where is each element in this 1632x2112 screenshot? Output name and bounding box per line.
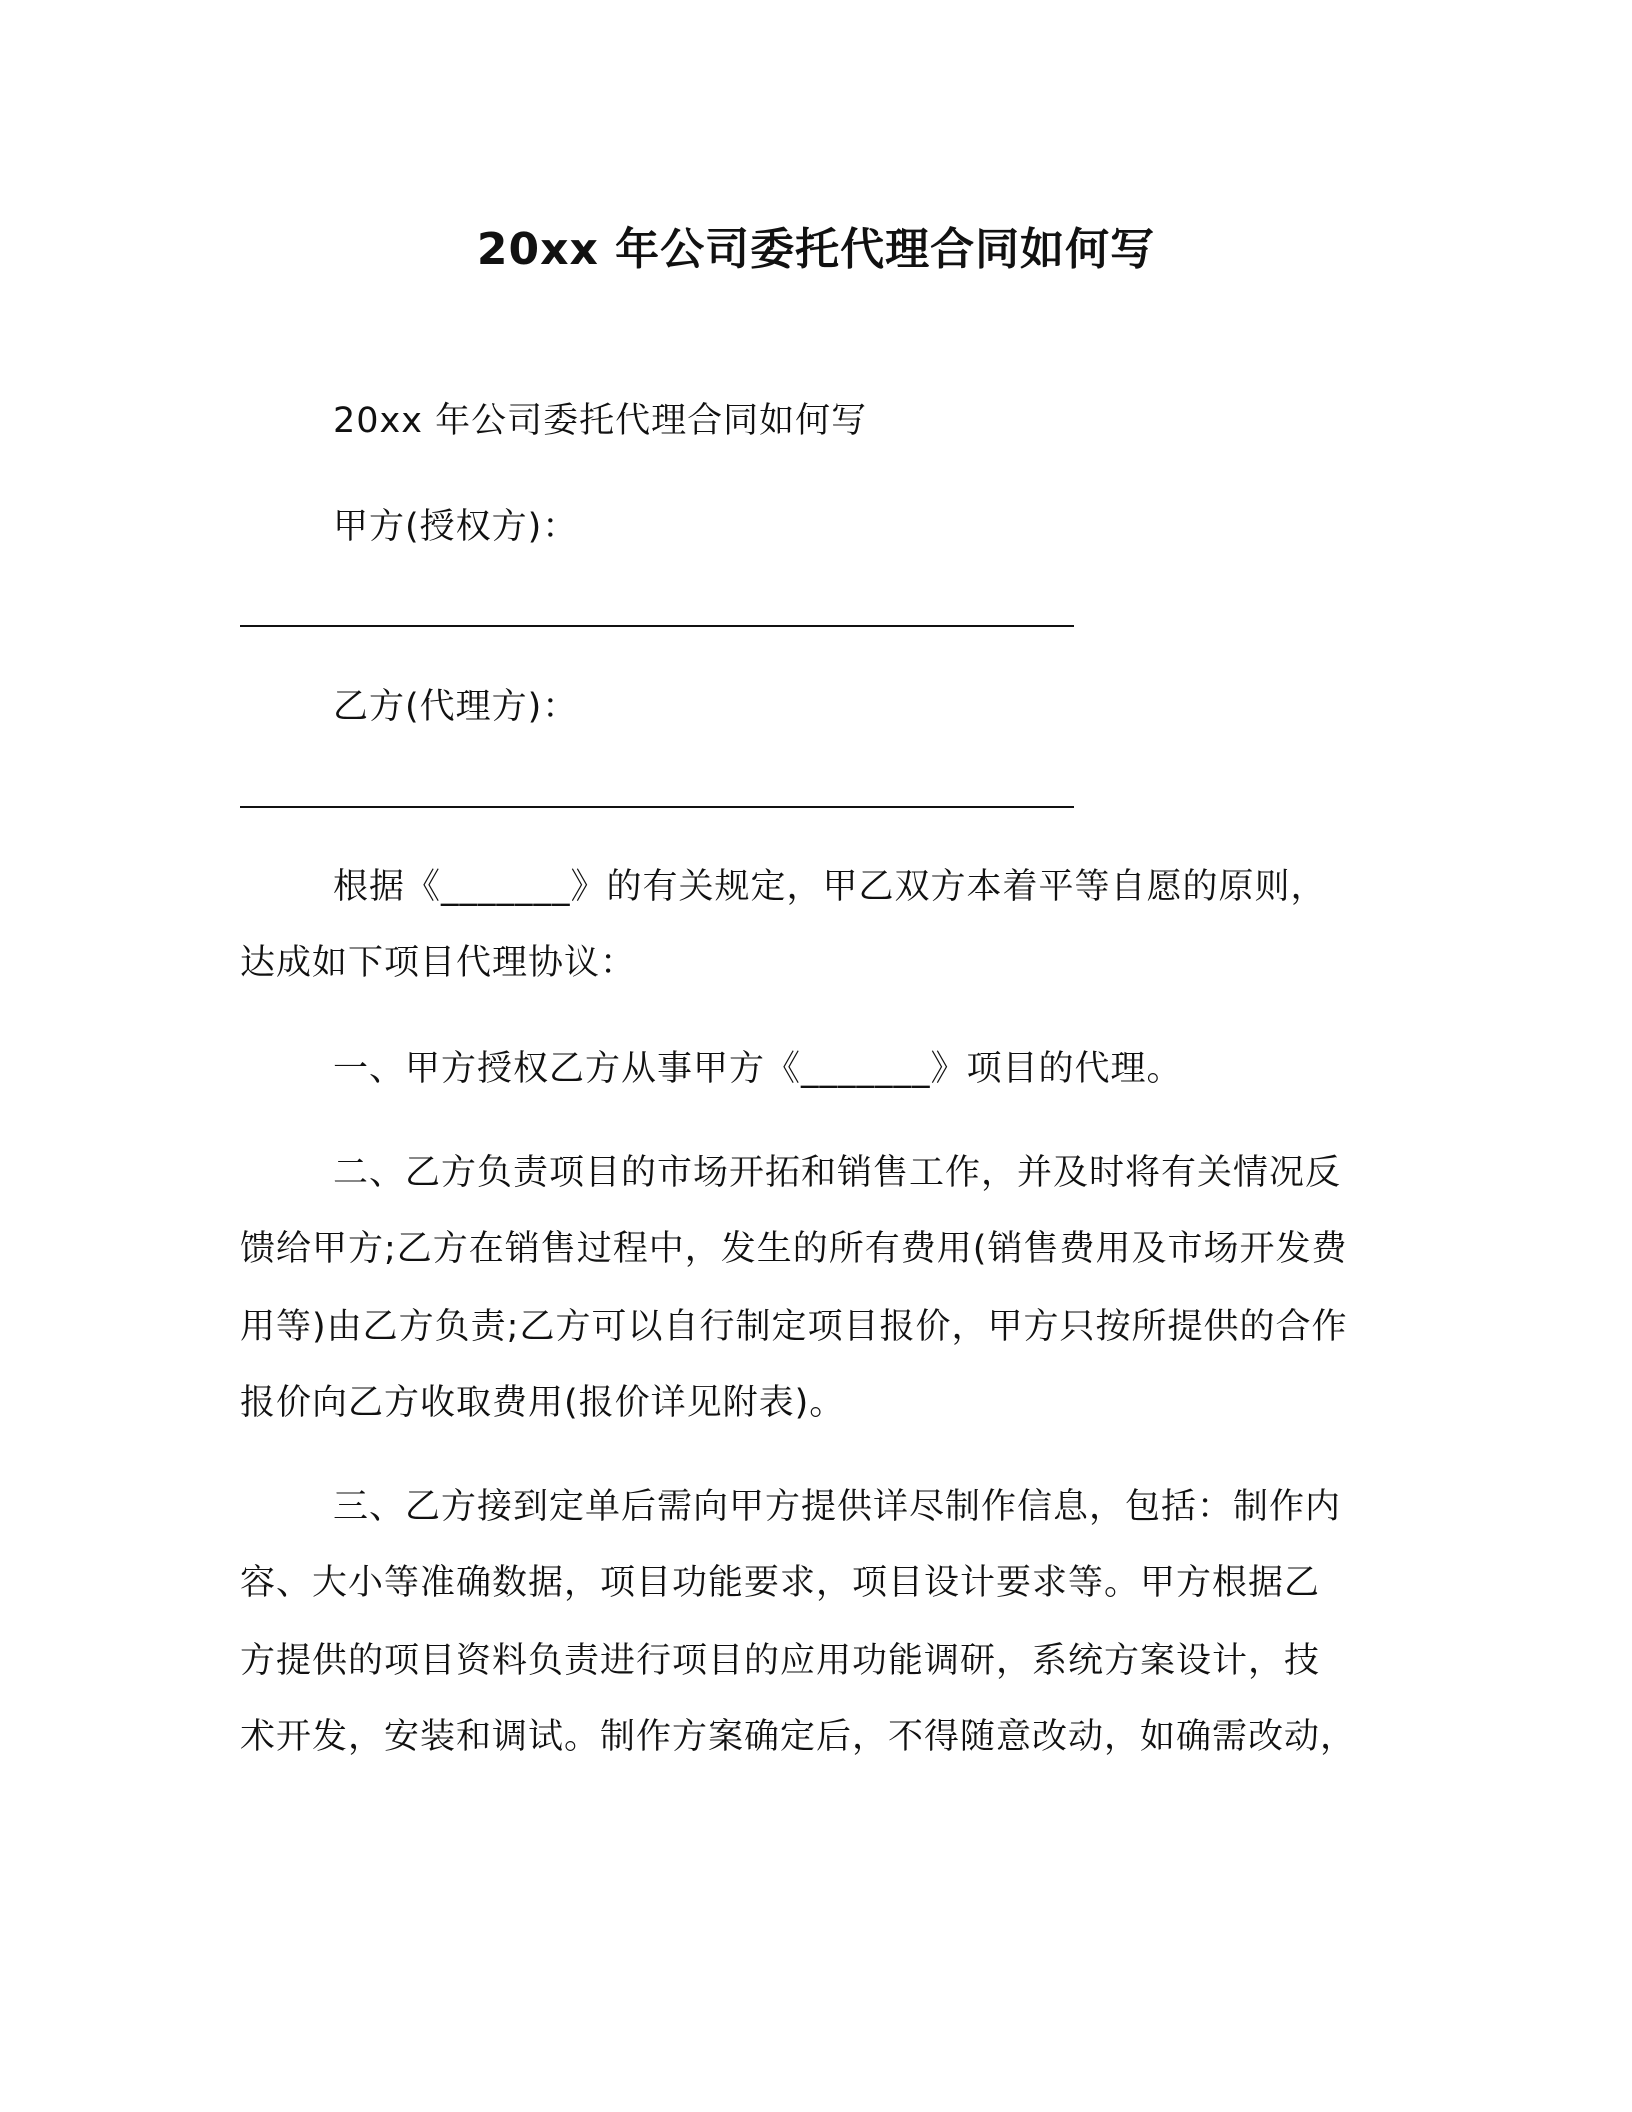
clause-1-line-1: 一、甲方授权乙方从事甲方《_______》项目的代理。 <box>333 1049 1183 1089</box>
clause-2-line-1: 二、乙方负责项目的市场开拓和销售工作，并及时将有关情况反 <box>333 1153 1342 1193</box>
intro-line-1: 根据《_______》的有关规定，甲乙双方本着平等自愿的原则， <box>333 867 1327 907</box>
clause-3-line-4: 术开发，安装和调试。制作方案确定后，不得随意改动，如确需改动， <box>240 1717 1357 1757</box>
party-a-label: 甲方(授权方)： <box>333 507 579 547</box>
document-subtitle: 20xx 年公司委托代理合同如何写 <box>333 401 868 441</box>
clause-3-line-1: 三、乙方接到定单后需向甲方提供详尽制作信息，包括：制作内 <box>333 1487 1342 1527</box>
clause-2-line-3: 用等)由乙方负责;乙方可以自行制定项目报价，甲方只按所提供的合作 <box>240 1307 1348 1347</box>
clause-2-line-2: 馈给甲方;乙方在销售过程中，发生的所有费用(销售费用及市场开发费 <box>240 1229 1348 1269</box>
clause-3-line-3: 方提供的项目资料负责进行项目的应用功能调研，系统方案设计，技 <box>240 1641 1321 1681</box>
clause-2-line-4: 报价向乙方收取费用(报价详见附表)。 <box>240 1383 846 1423</box>
intro-line-2: 达成如下项目代理协议： <box>240 943 637 983</box>
document-title: 20xx 年公司委托代理合同如何写 <box>476 224 1156 275</box>
party-b-label: 乙方(代理方)： <box>333 687 579 727</box>
clause-3-line-2: 容、大小等准确数据，项目功能要求，项目设计要求等。甲方根据乙 <box>240 1563 1321 1603</box>
party-a-blank-line <box>240 625 1074 627</box>
party-b-blank-line <box>240 806 1074 808</box>
